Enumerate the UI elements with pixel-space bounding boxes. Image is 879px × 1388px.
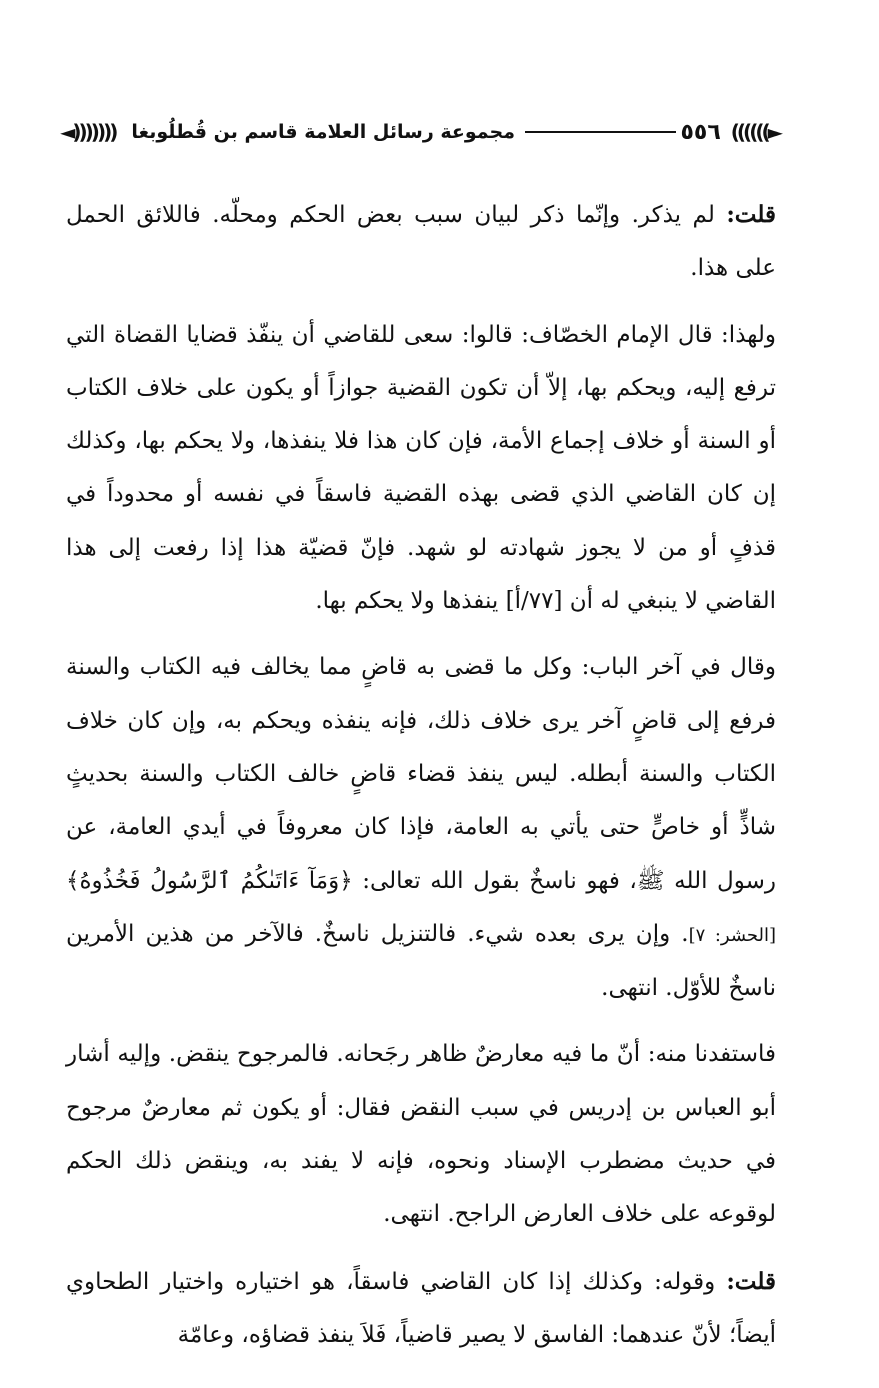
- paragraph-text: فاستفدنا منه: أنّ ما فيه معارضٌ ظاهر رجَحانه. فالمرجوح ينقض. وإليه أشار أبو العباس بن إدريس في سبب النقض فقال: أو يكون ثم معارضٌ مرجوح في حديث مضطرب الإسناد ونحوه، فإنه لا يفند به، وينقض ذلك الحكم لوقوعه على خلاف العارض الراجح. انتهى.: [66, 1041, 776, 1228]
- left-ornament-icon: ◄))))))): [60, 120, 116, 144]
- page-number: ٥٥٦: [680, 119, 721, 145]
- right-ornament-icon: ((((((►: [730, 120, 780, 144]
- paragraph-4: [66, 1028, 776, 1241]
- quran-quote: ﴿وَمَآ ءَاتَىٰكُمُ ٱلرَّسُولُ فَخُذُوهُ﴾: [66, 867, 353, 894]
- paragraph-2: [66, 309, 776, 629]
- paragraph-text: وقال في آخر الباب: وكل ما قضى به قاضٍ مما يخالف فيه الكتاب والسنة فرفع إلى قاضٍ آخر يرى خلاف ذلك، فإنه ينفذه ويحكم به، وإن كان خلاف الكتاب والسنة أبطله. ليس ينفذ قضاء قاضٍ خالف الكتاب والسنة بحديثٍ شاذٍّ أو خاصٍّ حتى يأتي به العامة، فإذا كان معروفاً في أيدي العامة، عن رسول الله ﷺ، فهو ناسخٌ بقول الله تعالى:: [66, 654, 776, 894]
- paragraph-text: لم يذكر. وإنّما ذكر لبيان سبب بعض الحكم ومحلّه. فاللائق الحمل على هذا.: [66, 202, 776, 282]
- paragraph-lead: قلت:: [726, 201, 776, 228]
- paragraph-text: . وإن يرى بعده شيء. فالتنزيل ناسخٌ. فالآخر من هذين الأمرين ناسخٌ للأوّل. انتهى.: [66, 920, 776, 1002]
- paragraph-1: [66, 188, 776, 296]
- paragraph-3: [66, 641, 776, 1015]
- paragraph-text: وقوله: وكذلك إذا كان القاضي فاسقاً، هو اختياره واختيار الطحاوي أيضاً؛ لأنّ عندهما: الفاسق لا يصير قاضياً، فَلاَ ينفذ قضاؤه، وعامّة: [66, 1268, 776, 1348]
- paragraph-lead: قلت:: [726, 1267, 776, 1295]
- paragraph-text: ولهذا: قال الإمام الخصّاف: قالوا: سعى للقاضي أن ينفّذ قضايا القضاة التي ترفع إليه، ويحكم بها، إلاّ أن تكون القضية جوازاً أو يكون على خلاف الكتاب أو السنة أو خلاف إجماع الأمة، فإن كان هذا فلا ينفذها، ولا يحكم بها، وكذلك إن كان القاضي الذي قضى بهذه القضية فاسقاً في نفسه أو محدوداً في قذفٍ أو من لا يجوز شهادته لو شهد. فإنّ قضيّة هذا إذا رفعت إلى هذا القاضي لا ينبغي له أن [٧٧/أ] ينفذها ولا يحكم بها.: [66, 321, 776, 615]
- running-header: [60, 112, 780, 152]
- paragraph-5: [66, 1255, 776, 1363]
- header-rule: [525, 131, 676, 133]
- body-text: [66, 188, 776, 1362]
- quran-reference: [الحشر: ٧]: [688, 924, 777, 946]
- header-title: مجموعة رسائل العلامة قاسم بن قُطلُوبغا: [131, 121, 515, 143]
